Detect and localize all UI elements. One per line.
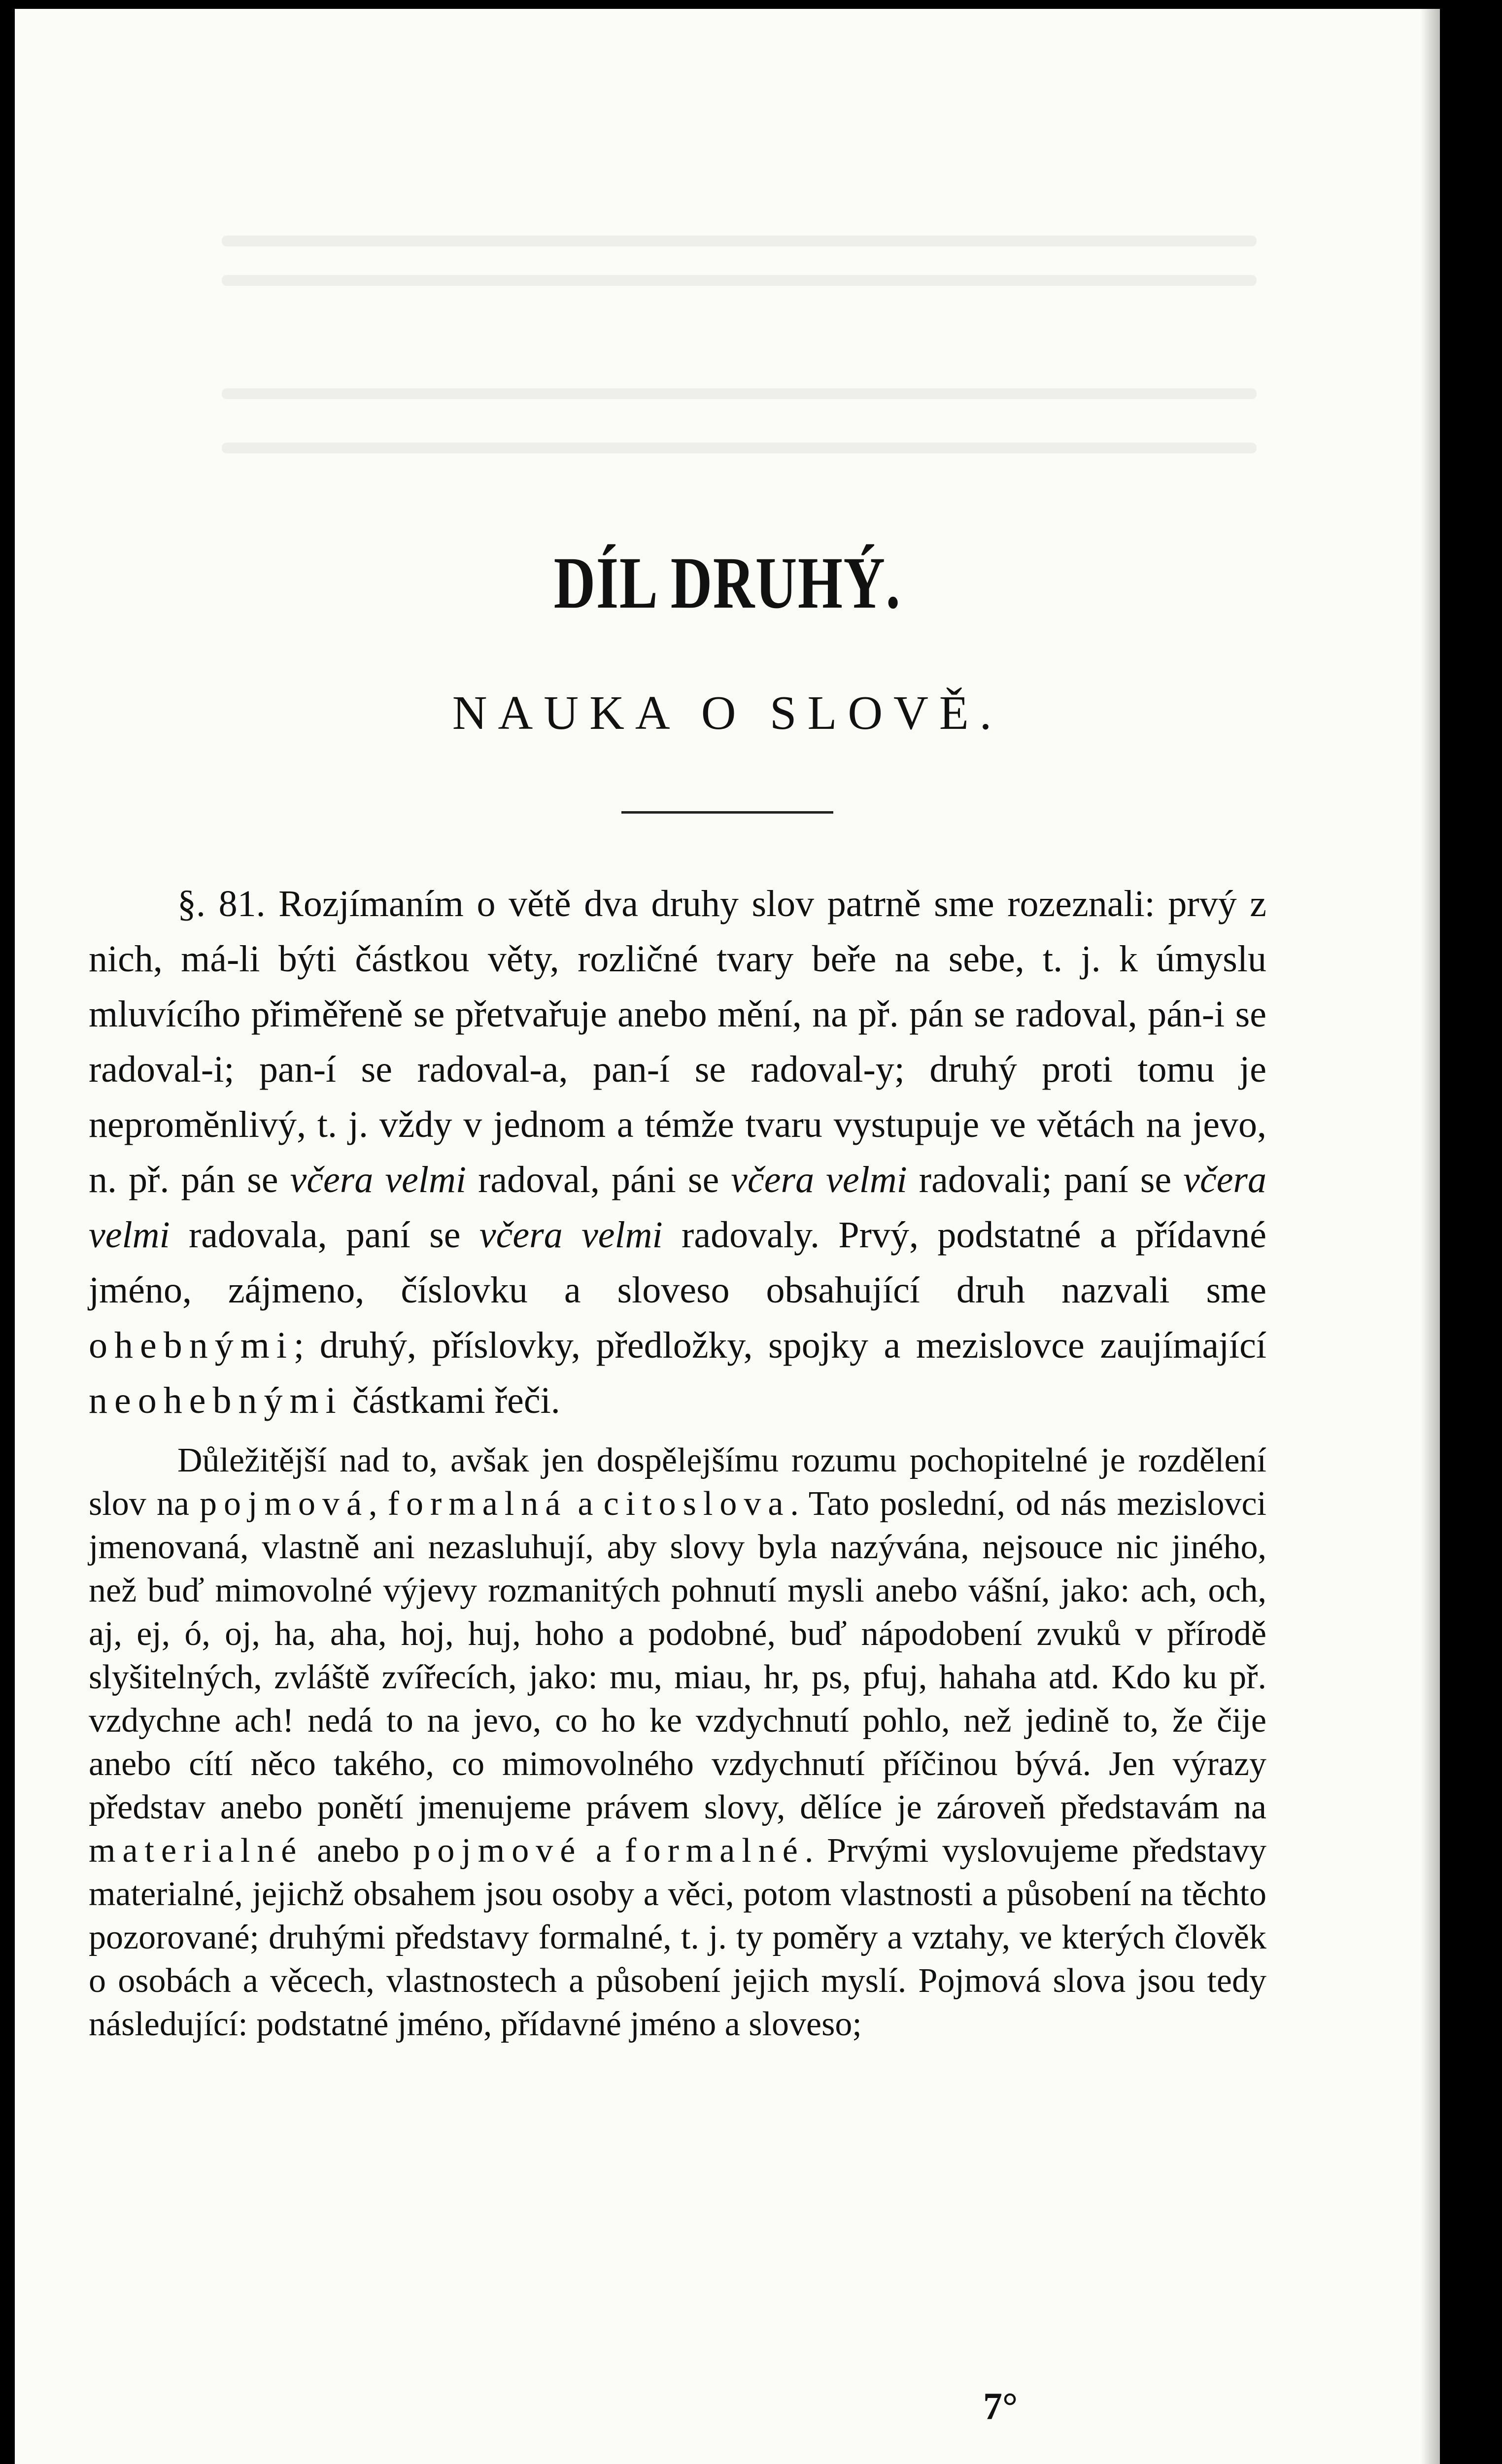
text-run: radoval, páni se xyxy=(466,1159,731,1200)
part-title: DÍL DRUHÝ. xyxy=(553,542,901,624)
bleed-through-line xyxy=(222,443,1257,453)
main-text xyxy=(89,876,1266,2046)
bleed-through-line xyxy=(222,236,1257,246)
page-number: 7° xyxy=(983,2385,1018,2428)
spaced-term: pojmová xyxy=(200,1485,369,1523)
page-edge-shadow xyxy=(1420,9,1440,2464)
heading-divider xyxy=(621,811,833,814)
spaced-term: materialné xyxy=(89,1832,304,1870)
text-run: , xyxy=(369,1485,388,1523)
text-run: částkami řeči. xyxy=(342,1380,560,1421)
chapter-header xyxy=(15,542,1440,814)
text-run: radovaly. Prvý, podstatné a přídavné jméno, zájmeno, číslovku a sloveso obsahující druh nazvali sme xyxy=(89,1214,1267,1311)
spaced-term: ohebnými xyxy=(89,1325,294,1366)
italic-phrase: včera velmi xyxy=(89,1159,1267,1256)
bleed-through-line xyxy=(222,275,1257,286)
text-run: a xyxy=(567,1485,604,1523)
bleed-through-line xyxy=(222,388,1257,399)
text-run: radovala, paní se xyxy=(170,1214,479,1256)
spaced-term: pojmové xyxy=(413,1832,582,1870)
spaced-term: neohebnými xyxy=(89,1380,343,1421)
paragraph-word-classes xyxy=(89,1439,1266,2046)
italic-phrase: včera velmi xyxy=(290,1159,467,1200)
text-run: a xyxy=(582,1832,625,1870)
italic-phrase: včera velmi xyxy=(479,1214,663,1256)
text-run: ; druhý, příslovky, předložky, spojky a mezislovce zaujímající xyxy=(293,1325,1266,1366)
part-subtitle: NAUKA O SLOVĚ. xyxy=(452,686,1003,740)
text-run: . Tato poslední, od nás mezislovci jmenovaná, vlastně ani nezasluhují, aby slovy byla nazývána, nejsouce nic jiného, než buď mimovolné výjevy rozmanitých pohnutí mysli anebo vášní, jako: ach, och, aj, ej, ó, oj, ha, aha, hoj, huj, hoho a podobné, buď nápodobení zvuků v přírodě slyšitelných, zvláště zvířecích, jako: mu, miau, hr, ps, pfuj, hahaha atd. Kdo ku př. vzdychne ach! nedá to na jevo, co ho ke vzdychnutí pohlo, než jedině to, že čije anebo cítí něco takého, co mimovolného vzdychnutí příčinou bývá. Jen výrazy představ anebo ponětí jmenujeme právem slovy, dělíce je zároveň představám na xyxy=(89,1485,1266,1826)
text-run: . Prvými vyslovujeme představy materialné, jejichž obsahem jsou osoby a věci, potom vlastnosti a působení na těchto pozorované; druhými představy formalné, t. j. ty poměry a vztahy, ve kterých člověk o osobách a věcech, vlastnostech a působení jejich myslí. Pojmová slova jsou tedy následující: podstatné jméno, přídavné jméno a sloveso; xyxy=(89,1832,1266,2043)
text-run: anebo xyxy=(303,1832,413,1870)
spaced-term: formalná xyxy=(387,1485,568,1523)
text-run: Rozjímaním o větě dva druhy slov patrně sme rozeznali: prvý z nich, má-li býti částkou věty, rozličné tvary beře na sebe, t. j. k úmyslu mluvícího přiměřeně se přetvařuje anebo mění, na př. pán se radoval, pán-i se radoval-i; pan-í se radoval-a, pan-í se radoval-y; druhý proti tomu je nepromĕnlivý, t. j. vždy v jednom a témže tvaru vystupuje ve větách na jevo, n. př. pán se xyxy=(89,883,1267,1200)
book-page xyxy=(15,9,1440,2464)
paragraph-section-81 xyxy=(89,876,1266,1428)
section-number: §. 81. xyxy=(177,883,266,924)
spaced-term: formalné xyxy=(625,1832,805,1870)
text-run: radovali; paní se xyxy=(907,1159,1184,1200)
text-run: Důležitější nad to, avšak jen dospělejšímu rozumu pochopitelné je rozdělení slov na xyxy=(89,1441,1266,1523)
spaced-term: citoslova xyxy=(603,1485,790,1523)
italic-phrase: včera velmi xyxy=(731,1159,907,1200)
